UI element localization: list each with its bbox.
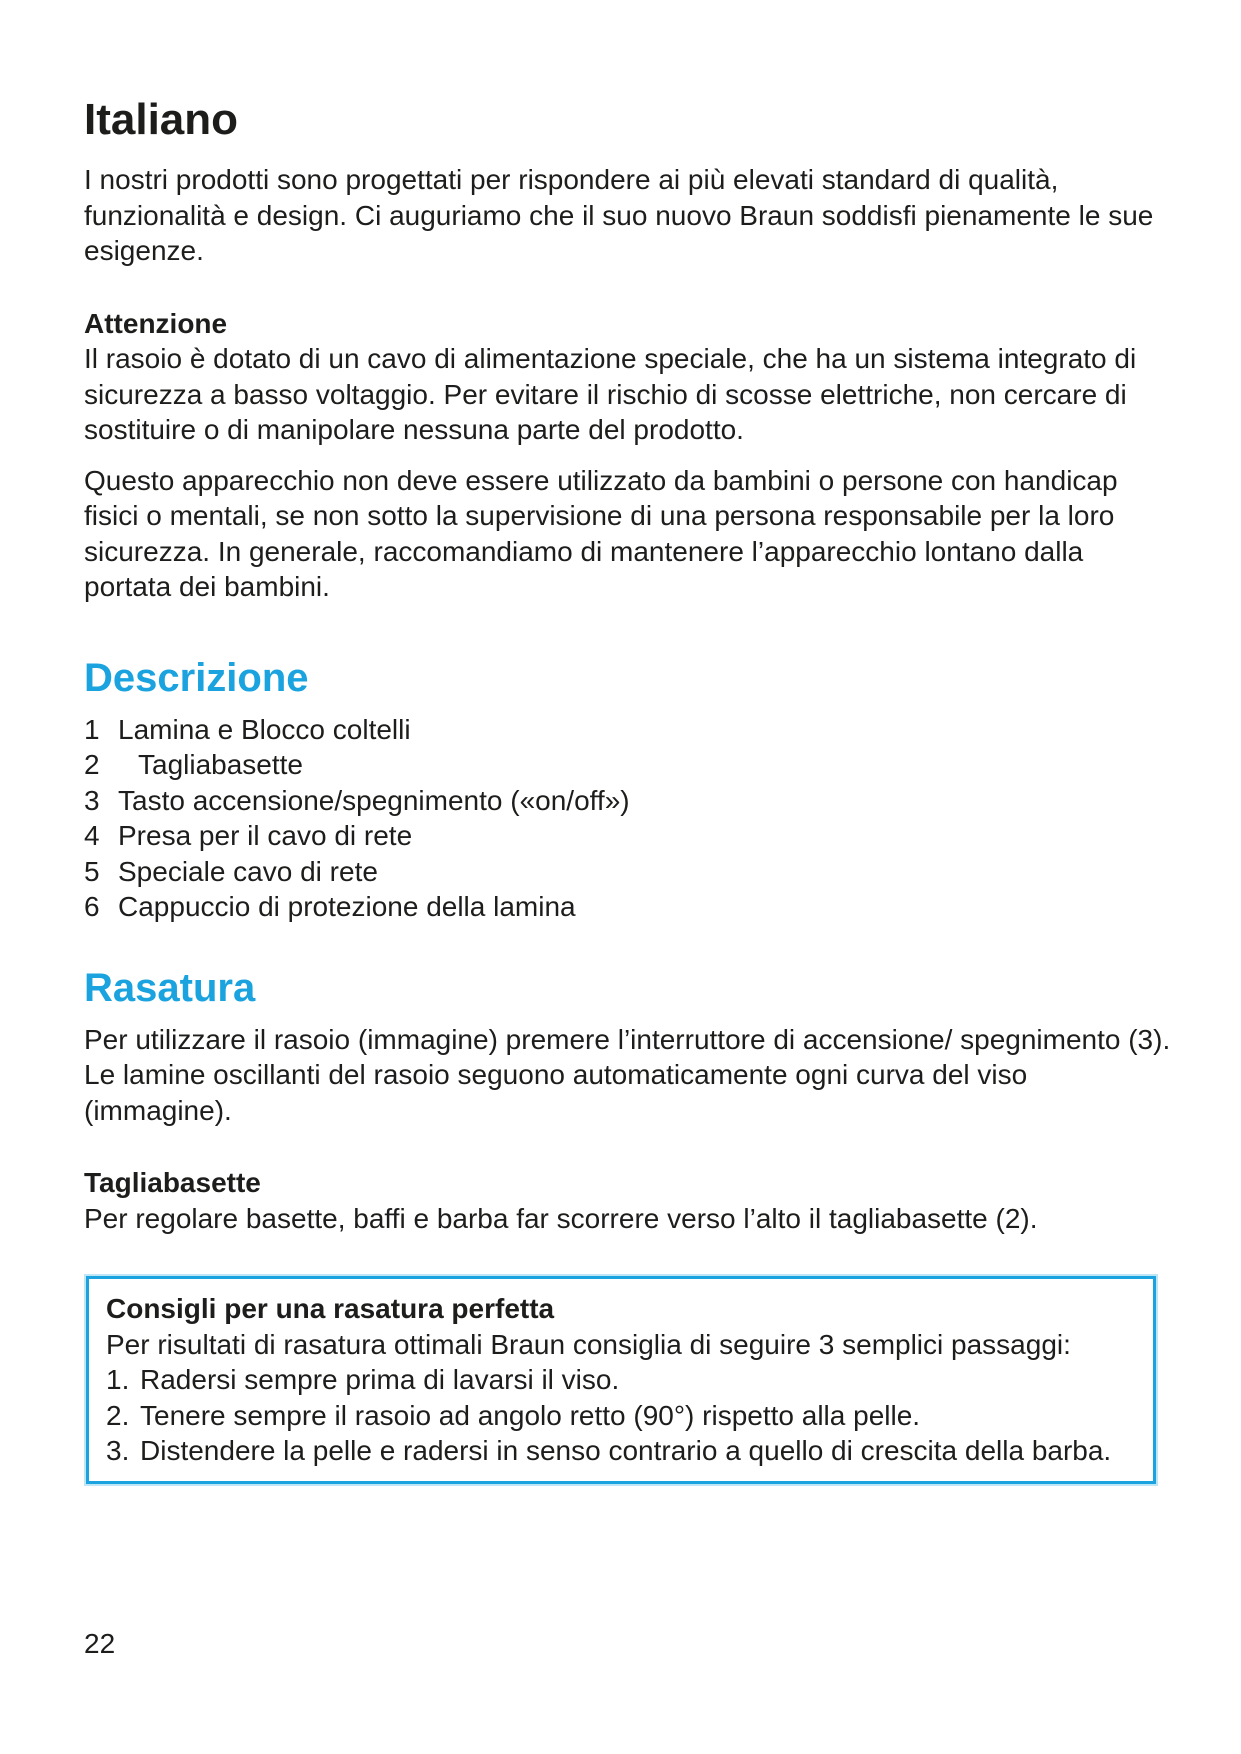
list-item-number: 6	[84, 891, 100, 922]
list-item-label: Distendere la pelle e radersi in senso contrario a quello di crescita della barba.	[140, 1435, 1112, 1466]
tips-list	[106, 1362, 1139, 1469]
trimmer-heading: Tagliabasette	[84, 1167, 261, 1198]
list-item-number: 4	[84, 820, 100, 851]
description-list	[84, 712, 1174, 925]
list-item-label: Tasto accensione/spegnimento («on/off»)	[118, 784, 630, 816]
tips-box	[86, 1276, 1156, 1484]
list-item	[84, 783, 1174, 819]
list-item-number: 2.	[106, 1399, 130, 1431]
list-item-label: Tagliabasette	[138, 749, 304, 780]
list-item	[106, 1433, 1139, 1469]
list-item	[84, 818, 1174, 854]
list-item-number: 3	[84, 784, 100, 816]
list-item	[106, 1398, 1139, 1434]
attention-paragraph-1: Il rasoio è dotato di un cavo di alimentazione speciale, che ha un sistema integrato di sicurezza a basso voltaggio. Per evitare il rischio di scosse elettriche, non cercare di sostituire o di manipolare nessuna parte del prodotto.	[84, 343, 1137, 445]
intro-paragraph: I nostri prodotti sono progettati per rispondere ai più elevati standard di qualità, funzionalità e design. Ci auguriamo che il suo nuovo Braun soddisfi pienamente le sue esigenze.	[84, 164, 1154, 266]
page-title: Italiano	[84, 95, 239, 144]
list-item-label: Lamina e Blocco coltelli	[118, 713, 411, 745]
list-item	[84, 854, 1174, 890]
list-item-label: Radersi sempre prima di lavarsi il viso.	[140, 1364, 620, 1395]
page-number: 22	[84, 1628, 116, 1659]
list-item	[106, 1362, 1139, 1398]
list-item-number: 5	[84, 855, 100, 887]
list-item-number: 2	[84, 749, 100, 780]
description-heading: Descrizione	[84, 655, 309, 700]
list-item-number: 1	[84, 713, 100, 745]
attention-heading: Attenzione	[84, 307, 228, 339]
tips-heading: Consigli per una rasatura perfetta	[106, 1293, 555, 1324]
list-item-label: Cappuccio di protezione della lamina	[118, 891, 576, 922]
list-item	[84, 747, 1174, 783]
manual-page	[84, 88, 1174, 1484]
list-item	[84, 889, 1174, 925]
list-item-number: 1.	[106, 1364, 130, 1395]
shaving-paragraph: Per utilizzare il rasoio (immagine) premere l’interruttore di accensione/ spegnimento (3). Le lamine oscillanti del rasoio seguono automaticamente ogni curva del viso (immagine).	[84, 1023, 1171, 1126]
list-item	[84, 712, 1174, 748]
list-item-label: Tenere sempre il rasoio ad angolo retto (90°) rispetto alla pelle.	[140, 1399, 921, 1431]
trimmer-paragraph: Per regolare basette, baffi e barba far scorrere verso l’alto il tagliabasette (2).	[84, 1202, 1038, 1234]
tips-paragraph: Per risultati di rasatura ottimali Braun consiglia di seguire 3 semplici passaggi:	[106, 1328, 1071, 1360]
attention-paragraph-2: Questo apparecchio non deve essere utilizzato da bambini o persone con handicap fisici o mentali, se non sotto la supervisione di una persona responsabile per la loro sicurezza. In generale, raccomandiamo di mantenere l’apparecchio lontano dalla portata dei bambini.	[84, 464, 1118, 602]
list-item-label: Presa per il cavo di rete	[118, 820, 413, 851]
list-item-label: Speciale cavo di rete	[118, 855, 378, 887]
list-item-number: 3.	[106, 1435, 130, 1466]
shaving-heading: Rasatura	[84, 965, 256, 1010]
